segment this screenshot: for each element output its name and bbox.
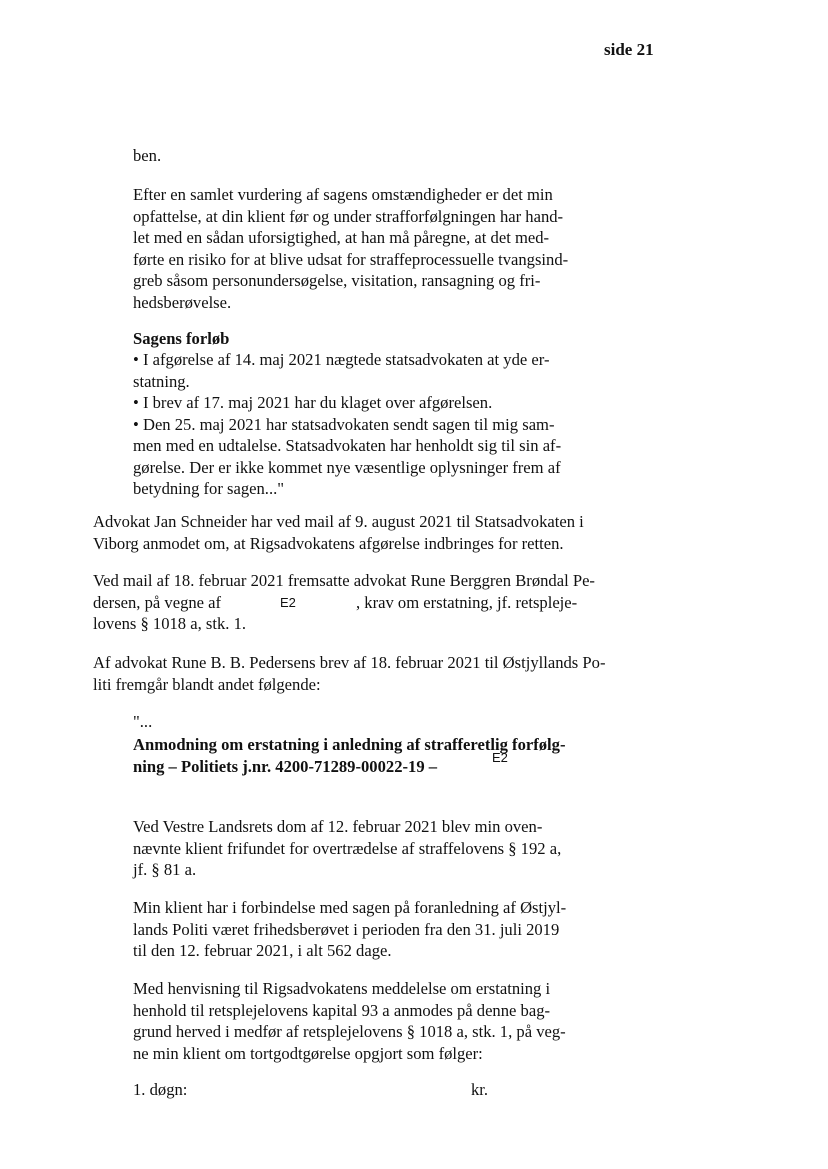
text-line <box>93 592 613 614</box>
text-line: ne min klient om tortgodtgørelse opgjort som følger: <box>133 1043 483 1063</box>
list-item-line: men med en udtalelse. Statsadvokaten har henholdt sig til sin af- <box>133 436 562 455</box>
redaction-mark: E2 <box>280 594 296 610</box>
text-line: Ved Vestre Landsrets dom af 12. februar 2021 blev min oven- <box>133 817 543 836</box>
compensation-row-unit: kr. <box>471 1080 489 1099</box>
text-line: liti fremgår blandt andet følgende: <box>93 674 321 694</box>
list-item-line: • I brev af 17. maj 2021 har du klaget over afgørelsen. <box>133 393 493 412</box>
text-line: jf. § 81 a. <box>133 860 197 879</box>
text-line: Med henvisning til Rigsadvokatens meddelelse om erstatning i <box>133 979 551 998</box>
text-line: hedsberøvelse. <box>133 292 232 312</box>
text-line: Min klient har i forbindelse med sagen på foranledning af Østjyl- <box>133 898 567 917</box>
bullet-list <box>133 349 603 500</box>
text-line: Anmodning om erstatning i anledning af strafferetlig forfølg- <box>133 735 566 754</box>
quote-open: "... <box>133 712 153 731</box>
text-line: ning – Politiets j.nr. 4200-71289-00022-19 – <box>133 756 438 776</box>
text-line: lovens § 1018 a, stk. 1. <box>93 614 247 633</box>
quote-continuation: ben. <box>133 146 162 165</box>
list-item-line: gørelse. Der er ikke kommet nye væsentlige oplysninger frem af <box>133 457 561 477</box>
text-line: Efter en samlet vurdering af sagens omstændigheder er det min <box>133 185 553 204</box>
text-line: Ved mail af 18. februar 2021 fremsatte advokat Rune Berggren Brøndal Pe- <box>93 571 595 590</box>
text-line: til den 12. februar 2021, i alt 562 dage. <box>133 941 392 960</box>
text-line: lands Politi været frihedsberøvet i perioden fra den 31. juli 2019 <box>133 919 560 939</box>
quote-paragraph <box>133 897 603 962</box>
body-paragraph <box>93 511 613 554</box>
page-number: side 21 <box>604 40 654 59</box>
text-line: Af advokat Rune B. B. Pedersens brev af 18. februar 2021 til Østjyllands Po- <box>93 653 606 672</box>
text-line: førte en risiko for at blive udsat for straffeprocessuelle tvangsind- <box>133 249 569 269</box>
compensation-row-label: 1. døgn: <box>133 1080 188 1099</box>
text-line: greb såsom personundersøgelse, visitation, ransagning og fri- <box>133 271 541 290</box>
text-line: grund herved i medfør af retsplejelovens § 1018 a, stk. 1, på veg- <box>133 1022 566 1041</box>
assessment-paragraph <box>133 184 603 313</box>
list-item-line: • Den 25. maj 2021 har statsadvokaten sendt sagen til mig sam- <box>133 414 555 434</box>
section-heading: Sagens forløb <box>133 329 230 348</box>
list-item-line: statning. <box>133 371 190 391</box>
body-paragraph <box>93 652 613 695</box>
text-line: Viborg anmodet om, at Rigsadvokatens afgørelse indbringes for retten. <box>93 533 564 553</box>
text-fragment: dersen, på vegne af <box>93 592 222 612</box>
text-line: let med en sådan uforsigtighed, at han må påregne, at det med- <box>133 228 550 247</box>
text-fragment: , krav om erstatning, jf. retspleje- <box>356 592 578 612</box>
quote-paragraph <box>133 978 603 1064</box>
text-line: Advokat Jan Schneider har ved mail af 9. august 2021 til Statsadvokaten i <box>93 512 584 531</box>
quote-heading <box>133 734 603 777</box>
text-line: henhold til retsplejelovens kapital 93 a anmodes på denne bag- <box>133 1000 551 1020</box>
text-line: opfattelse, at din klient før og under strafforfølgningen har hand- <box>133 206 564 226</box>
list-item-line: betydning for sagen..." <box>133 479 285 498</box>
text-line: nævnte klient frifundet for overtrædelse af straffelovens § 192 a, <box>133 838 562 858</box>
list-item-line: • I afgørelse af 14. maj 2021 nægtede statsadvokaten at yde er- <box>133 350 550 369</box>
body-paragraph <box>93 570 613 635</box>
quote-paragraph <box>133 816 603 881</box>
redaction-mark: E2 <box>492 750 508 765</box>
